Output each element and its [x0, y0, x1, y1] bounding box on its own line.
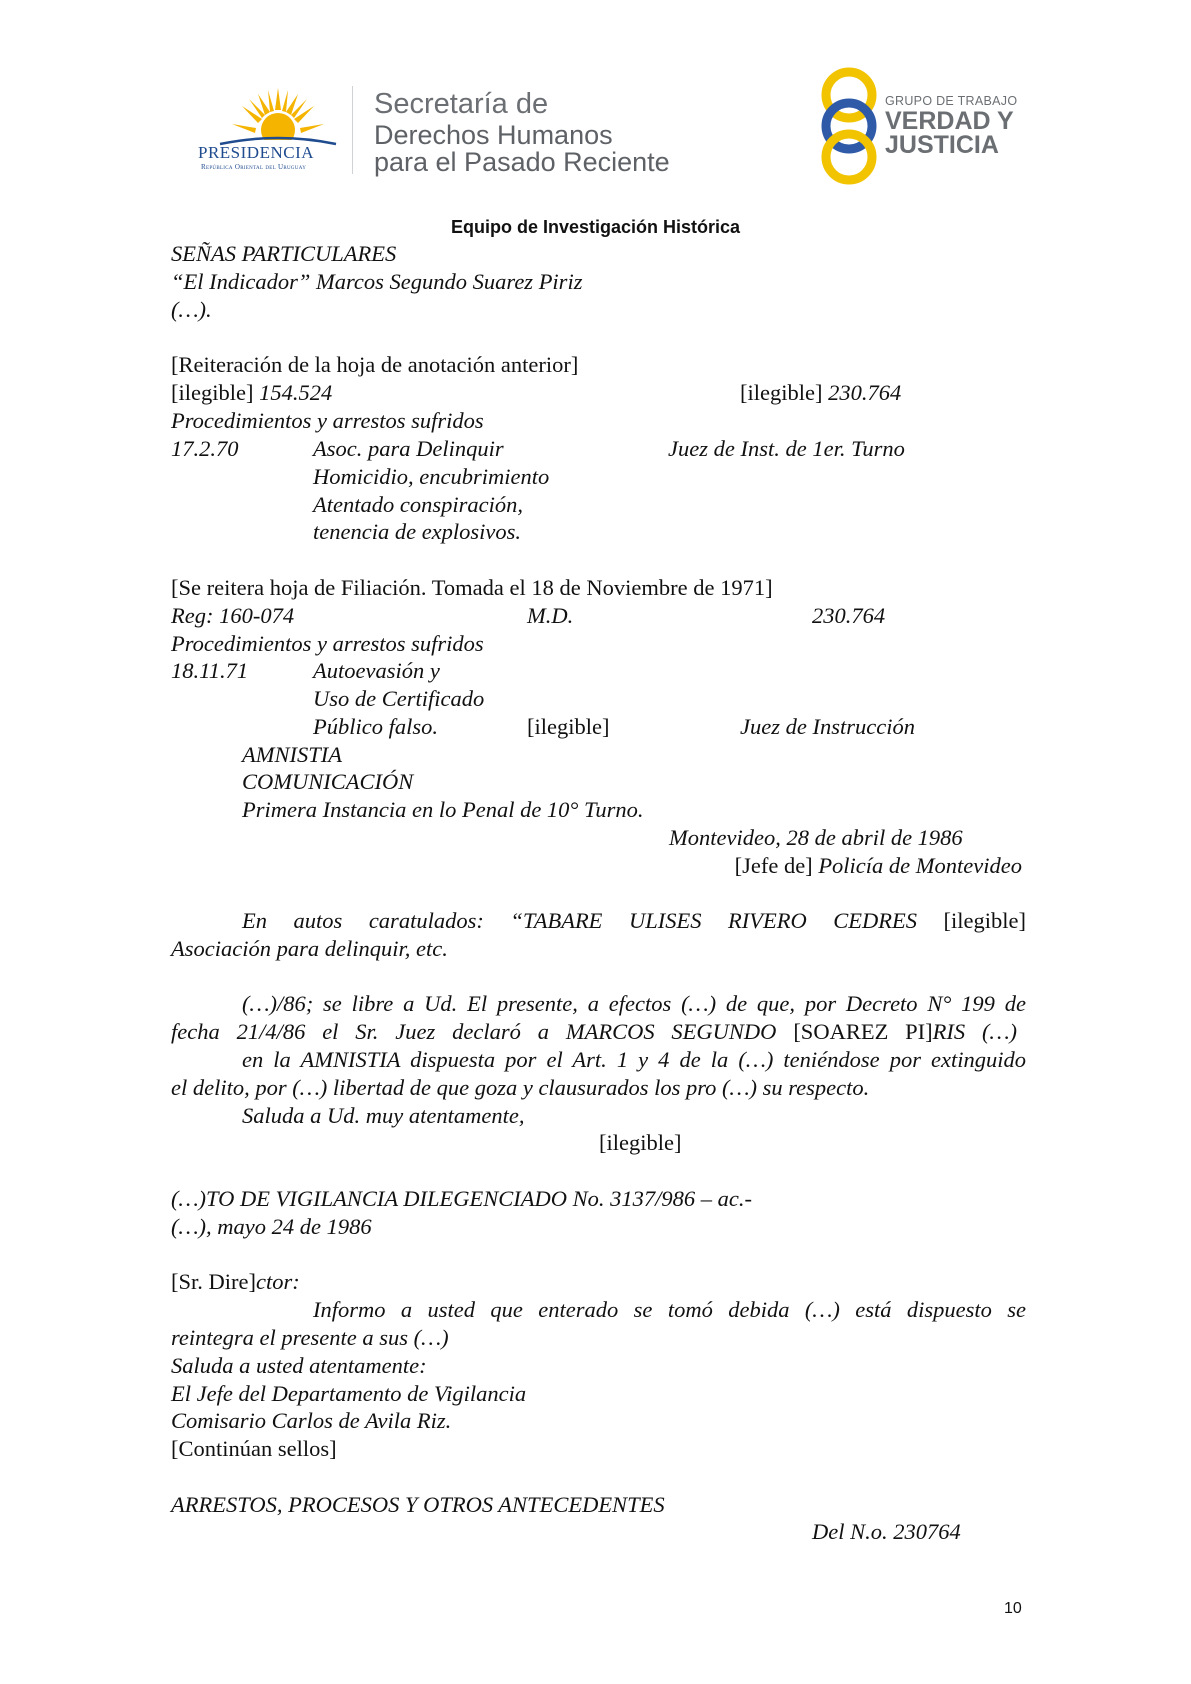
number-154524: 154.524 — [253, 380, 333, 405]
number-230764-b: 230.764 — [812, 603, 886, 628]
line-senas-particulares: SEÑAS PARTICULARES — [171, 241, 397, 266]
director-suffix: ctor: — [255, 1269, 300, 1294]
charge-publico-falso: Público falso. — [313, 714, 438, 739]
decreto-fecha: fecha 21/4/86 el Sr. Juez declaró a MARCOS SEGUNDO — [171, 1019, 777, 1044]
line-primera-instancia: Primera Instancia en lo Penal de 10° Turno. — [242, 797, 644, 822]
line-arrestos-procesos: ARRESTOS, PROCESOS Y OTROS ANTECEDENTES — [171, 1492, 665, 1517]
secretaria-line1: Secretaría de — [374, 88, 549, 120]
line-se-reitera-filiacion: [Se reitera hoja de Filiación. Tomada el 18 de Noviembre de 1971] — [171, 575, 773, 600]
charge-homicidio: Homicidio, encubrimiento — [313, 464, 550, 489]
director-bracket: [Sr. Dire] — [171, 1269, 256, 1294]
paragraph-decreto-line1: (…)/86; se libre a Ud. El presente, a efectos (…) de que, por Decreto N° 199 de — [242, 991, 1026, 1016]
line-continuan-sellos: [Continúan sellos] — [171, 1436, 337, 1461]
paragraph-autos-line2: Asociación para delinquir, etc. — [171, 936, 448, 961]
line-vigilancia-diligenciado: (…)TO DE VIGILANCIA DILEGENCIADO No. 3137/986 – ac.- — [171, 1186, 753, 1211]
page-number: 10 — [1004, 1600, 1022, 1617]
line-procedimientos-1: Procedimientos y arrestos sufridos — [171, 408, 484, 433]
header-divider — [352, 86, 353, 174]
grupo-line3: JUSTICIA — [885, 131, 999, 159]
charge-atentado: Atentado conspiración, — [313, 492, 523, 517]
ris-ellipsis: RIS (…) — [932, 1019, 1018, 1044]
secretaria-line3: para el Pasado Reciente — [374, 147, 670, 177]
line-reiteracion: [Reiteración de la hoja de anotación anterior] — [171, 352, 579, 377]
judge-instruccion: Juez de Instrucción — [740, 714, 915, 739]
date-18-11-71: 18.11.71 — [171, 658, 249, 683]
charge-explosivos: tenencia de explosivos. — [313, 519, 522, 544]
reg-160-074: Reg: 160-074 — [171, 603, 295, 628]
secretaria-line2: Derechos Humanos — [374, 120, 613, 150]
line-del-no: Del N.o. 230764 — [812, 1519, 961, 1544]
line-montevideo-date: Montevideo, 28 de abril de 1986 — [669, 825, 963, 850]
ilegible-bracket: [ilegible] — [943, 908, 1027, 933]
line-jefe-departamento: El Jefe del Departamento de Vigilancia — [171, 1381, 527, 1406]
date-17-2-70: 17.2.70 — [171, 436, 239, 461]
line-informo: Informo a usted que enterado se tomó debida (…) está dispuesto se — [313, 1297, 1026, 1322]
grupo-line1: GRUPO DE TRABAJO — [885, 94, 1018, 108]
number-230764: 230.764 — [822, 380, 902, 405]
paragraph-decreto-line2 — [171, 1018, 1017, 1046]
line-ilegible-154524 — [171, 379, 332, 407]
line-sr-director — [171, 1268, 300, 1296]
line-saluda: Saluda a usted atentamente: — [171, 1353, 427, 1378]
saluda-atentamente: Saluda a Ud. muy atentamente, — [242, 1103, 525, 1128]
line-procedimientos-2: Procedimientos y arrestos sufridos — [171, 631, 484, 656]
charge-asoc-delinquir: Asoc. para Delinquir — [313, 436, 504, 461]
autos-caratulados: En autos caratulados: “TABARE ULISES RIVERO CEDRES — [242, 908, 917, 933]
presidencia-subtitle: República Oriental del Uruguay — [201, 163, 307, 171]
md-label: M.D. — [527, 603, 574, 628]
judge-1er-turno: Juez de Inst. de 1er. Turno — [668, 436, 905, 461]
presidencia-name: PRESIDENCIA — [198, 143, 315, 162]
team-title: Equipo de Investigación Histórica — [450, 217, 741, 237]
policia-montevideo: Policía de Montevideo — [812, 853, 1022, 878]
charge-autoevasion: Autoevasión y — [313, 658, 440, 683]
grupo-line2: VERDAD Y — [885, 107, 1014, 135]
line-ilegible-230764 — [740, 379, 901, 407]
paragraph-decreto-line4: el delito, por (…) libertad de que goza y clausurados los pro (…) su respecto. — [171, 1075, 870, 1100]
line-comunicacion: COMUNICACIÓN — [242, 769, 414, 794]
charge-uso-certificado: Uso de Certificado — [313, 686, 485, 711]
paragraph-decreto-line3: en la AMNISTIA dispuesta por el Art. 1 y 4 de la (…) teniéndose por extinguido — [242, 1047, 1026, 1072]
line-reintegra: reintegra el presente a sus (…) — [171, 1325, 449, 1350]
line-jefe-policia — [735, 852, 1022, 880]
verdad-justicia-rings-logo — [810, 64, 888, 188]
paragraph-autos-line1 — [171, 907, 1026, 935]
jefe-bracket: [Jefe de] — [734, 853, 813, 878]
line-el-indicador: “El Indicador” Marcos Segundo Suarez Piriz — [171, 269, 583, 294]
ilegible-bracket: [ilegible] — [740, 380, 823, 405]
soarez-bracket: [SOAREZ PI] — [793, 1019, 933, 1044]
line-ellipsis: (…). — [171, 297, 212, 322]
line-comisario: Comisario Carlos de Avila Riz. — [171, 1408, 452, 1433]
ilegible-signature: [ilegible] — [599, 1130, 682, 1155]
ilegible-bracket: [ilegible] — [171, 380, 254, 405]
ilegible-bracket: [ilegible] — [527, 714, 610, 739]
line-amnistia: AMNISTIA — [242, 742, 342, 767]
line-mayo-24: (…), mayo 24 de 1986 — [171, 1214, 372, 1239]
